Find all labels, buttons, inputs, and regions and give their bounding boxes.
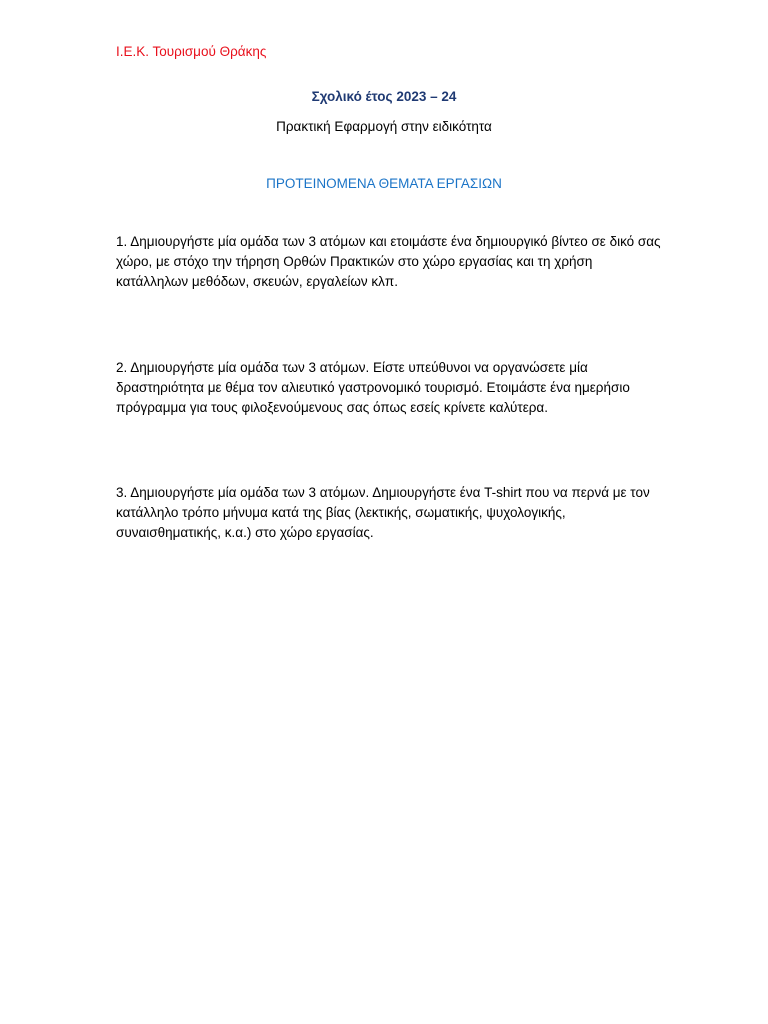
topic-paragraph-1: 1. Δημιουργήστε μία ομάδα των 3 ατόμων και ετοιμάστε ένα δημιουργικό βίντεο σε δικό σας χώρο, με στόχο την τήρηση Ορθών Πρακτικών στο χώρο εργασίας και τη χρήση κατάλληλων μεθόδων, σκευών, εργαλείων κλπ.	[116, 234, 661, 289]
topic-paragraph-3: 3. Δημιουργήστε μία ομάδα των 3 ατόμων. Δημιουργήστε ένα T-shirt που να περνά με τον κατάλληλο τρόπο μήνυμα κατά της βίας (λεκτικής, σωματικής, ψυχολογικής, συναισθηματικής, κ.α.) στο χώρο εργασίας.	[116, 485, 650, 540]
subject-title: Πρακτική Εφαρμογή στην ειδικότητα	[276, 119, 492, 134]
school-year: Σχολικό έτος 2023 – 24	[311, 89, 457, 104]
school-name: Ι.Ε.Κ. Τουρισμού Θράκης	[116, 44, 267, 59]
topics-heading: ΠΡΟΤΕΙΝΟΜΕΝΑ ΘΕΜΑΤΑ ΕΡΓΑΣΙΩΝ	[266, 176, 502, 191]
topic-paragraph-2: 2. Δημιουργήστε μία ομάδα των 3 ατόμων. Είστε υπεύθυνοι να οργανώσετε μία δραστηριότητα με θέμα τον αλιευτικό γαστρονομικό τουρισμό. Ετοιμάστε ένα ημερήσιο πρόγραμμα για τους φιλοξενούμενους σας όπως εσείς κρίνετε καλύτερα.	[116, 360, 630, 415]
